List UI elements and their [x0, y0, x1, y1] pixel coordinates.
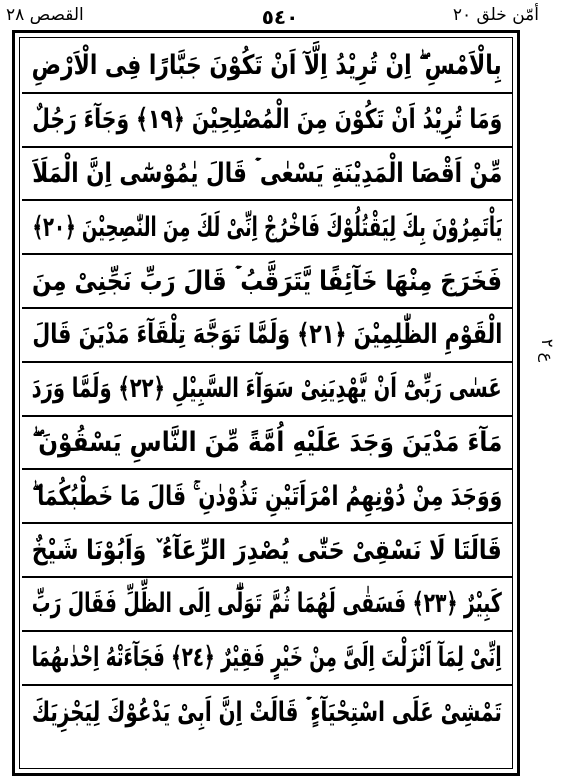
text-line [22, 686, 512, 740]
text-line [22, 632, 512, 686]
line-text: الْقَوْمِ الظّٰلِمِيْنَ ﴿٢١﴾ وَلَمَّا تَوَجَّهَ تِلْقَآءَ مَدْيَنَ قَالَ [32, 319, 502, 351]
text-line [22, 255, 512, 309]
page-number: ٥٤٠ [261, 5, 299, 29]
line-text: مِّنْ اَقْصَا الْمَدِيْنَةِ يَسْعٰى ۡ قَالَ يٰمُوْسٰٓى اِنَّ الْمَلَاَ [32, 157, 503, 189]
text-line [22, 524, 512, 578]
text-line [22, 309, 512, 363]
text-line [22, 148, 512, 202]
text-line [22, 578, 512, 632]
page-header [0, 0, 579, 30]
line-text: وَمَا تُرِيْدُ اَنْ تَكُوْنَ مِنَ الْمُصْلِحِيْنَ ﴿١٩﴾ وَجَآءَ رَجُلٌ [32, 104, 502, 136]
ruku-marker-text: ع ٢ [538, 338, 558, 362]
text-line [22, 363, 512, 417]
line-text: اِنِّىْ لِمَآ اَنْزَلْتَ اِلَىَّ مِنْ خَيْرٍ فَقِيْرٌ ﴿٢٤﴾ فَجَآءَتْهُ اِحْدٰىهُمَا [32, 642, 502, 674]
line-text: مَآءَ مَدْيَنَ وَجَدَ عَلَيْهِ اُمَّةً مِّنَ النَّاسِ يَسْقُوْنَ ۖ [32, 426, 502, 458]
line-text: كَبِيْرٌ ﴿٢٣﴾ فَسَقٰى لَهُمَا ثُمَّ تَوَلّٰٓى اِلَى الظِّلِّ فَقَالَ رَبِّ [32, 588, 503, 620]
text-line [22, 470, 512, 524]
text-line [22, 201, 512, 255]
text-line [22, 40, 512, 94]
text-block [22, 40, 512, 739]
line-text: وَوَجَدَ مِنْ دُوْنِهِمُ امْرَاَتَيْنِ تَذُوْدٰنِ ۚ قَالَ مَا خَطْبُكُمَا ۖ [32, 480, 503, 512]
line-text: عَسٰى رَبِّىْٓ اَنْ يَّهْدِيَنِىْ سَوَآءَ السَّبِيْلِ ﴿٢٢﴾ وَلَمَّا وَرَدَ [32, 373, 502, 405]
line-text: قَالَتَا لَا نَسْقِىْ حَتّٰى يُصْدِرَ الرِّعَآءُ ٚ وَاَبُوْنَا شَيْخٌ [32, 534, 503, 566]
text-line [22, 417, 512, 471]
line-text: بِالْاَمْسِ ۖ اِنْ تُرِيْدُ اِلَّآ اَنْ تَكُوْنَ جَبَّارًا فِى الْاَرْضِ [32, 50, 503, 82]
line-text: يَاْتَمِرُوْنَ بِكَ لِيَقْتُلُوْكَ فَاخْرُجْ اِنِّىْ لَكَ مِنَ النّٰصِحِيْنَ ﴿٢٠﴾ [32, 211, 502, 243]
surah-name: القصص ٢٨ [6, 5, 84, 25]
line-text: تَمْشِىْ عَلَى اسْتِحْيَآءٍ ۡ قَالَتْ اِنَّ اَبِىْ يَدْعُوْكَ لِيَجْزِيَكَ [32, 696, 502, 728]
text-line [22, 94, 512, 148]
ruku-marker [528, 310, 568, 390]
line-text: فَخَرَجَ مِنْهَا خَآئِفًا يَّتَرَقَّبُ ۡ قَالَ رَبِّ نَجِّنِىْ مِنَ [32, 265, 503, 297]
juz-name: أمّن خلق ٢٠ [452, 5, 539, 25]
